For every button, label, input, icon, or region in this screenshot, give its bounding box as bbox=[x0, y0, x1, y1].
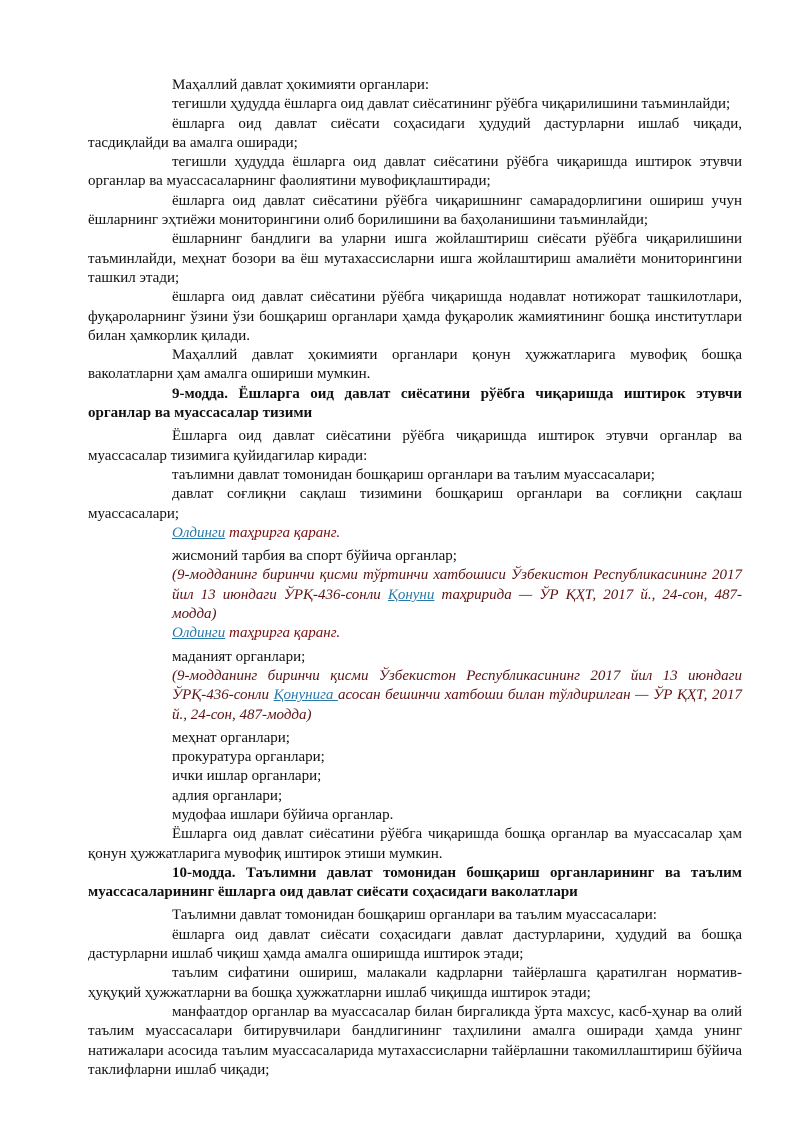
paragraph: ёшларга оид давлат сиёсати соҳасидаги давлат дастурларини, ҳудудий ва бошқа дастурларни ишлаб чиқиш ҳамда амалга оширишда иштирок этади; bbox=[88, 926, 742, 963]
amendment-note bbox=[88, 667, 742, 725]
paragraph: Ёшларга оид давлат сиёсатини рўёбга чиқаришда бошқа органлар ва муассасалар ҳам қонун ҳужжатларига мувофиқ иштирок этиши мумкин. bbox=[88, 826, 742, 862]
list-item: давлат соғлиқни сақлаш тизимини бошқариш органлари ва соғлиқни сақлаш муассасалари; bbox=[88, 486, 742, 522]
list-item: адлия органлари; bbox=[172, 787, 283, 804]
paragraph: Маҳаллий давлат ҳокимияти органлари: bbox=[172, 77, 430, 93]
list-item: маданият органлари; bbox=[172, 648, 306, 665]
paragraph: ёшларга оид давлат сиёсатини рўёбга чиқаришнинг самарадорлигини ошириш учун ёшларнинг эҳтиёжи мониторингини олиб борилишини ва баҳоланишини таъминлайди; bbox=[88, 192, 742, 229]
previous-edition-link[interactable]: Олдинги bbox=[172, 625, 226, 642]
amendment-text: (9-модданинг биринчи қисми тўртинчи хатбошиси Ўзбекистон Республикасининг 2017 йил 13 июндаги ЎРҚ-436-сонли bbox=[172, 567, 742, 603]
paragraph: Ёшларга оид давлат сиёсатини рўёбга чиқаришда иштирок этувчи органлар ва муассасалар тизимига қуйидагилар киради: bbox=[88, 428, 742, 464]
paragraph: Маҳаллий давлат ҳокимияти органлари қонун ҳужжатларига мувофиқ бошқа ваколатларни ҳам амалга ошириши мумкин. bbox=[88, 347, 742, 383]
list-item: прокуратура органлари; bbox=[172, 749, 325, 766]
paragraph: ёшларга оид давлат сиёсатини рўёбга чиқаришда нодавлат нотижорат ташкилотлари, фуқароларнинг ўзини ўзи бошқариш органлари ҳамда фуқаролик жамиятининг бошқа институтлари билан ҳамкорлик қилади. bbox=[88, 289, 742, 344]
list-item: меҳнат органлари; bbox=[172, 729, 290, 746]
amendment-text: (9-модданинг биринчи қисми Ўзбекистон Республикасининг 2017 йил 13 июндаги ЎРҚ-436-сонли bbox=[172, 667, 742, 704]
article-9-heading: 9-модда. Ёшларга оид давлат сиёсатини рўёбга чиқаришда иштирок этувчи органлар ва муассасалар тизими bbox=[88, 385, 742, 422]
previous-edition-link[interactable]: Олдинги bbox=[172, 524, 226, 541]
list-item: таълимни давлат томонидан бошқариш органлари ва таълим муассасалари; bbox=[172, 466, 655, 483]
amendment-note bbox=[88, 566, 742, 624]
list-item: мудофаа ишлари бўйича органлар. bbox=[172, 806, 394, 823]
article-10-heading: 10-модда. Таълимни давлат томонидан бошқариш органларининг ва таълим муассасаларининг ёшларга оид давлат сиёсати соҳасидаги ваколатлари bbox=[88, 864, 742, 901]
previous-edition-note bbox=[88, 524, 742, 543]
paragraph: манфаатдор органлар ва муассасалар билан биргаликда ўрта махсус, касб-ҳунар ва олий таълим муассасалари битирувчилари бандлигининг таҳлилини амалга оширади ҳамда унинг натижалари асосида таълим муассасаларида мутахассисларни тайёрлашни такомиллаштириш бўйича таклифларни ишлаб чиқади; bbox=[88, 1003, 742, 1078]
list-item: ички ишлар органлари; bbox=[172, 768, 322, 785]
law-link[interactable]: Қонунига bbox=[273, 687, 339, 704]
previous-edition-text: таҳрирга қаранг. bbox=[225, 524, 341, 541]
previous-edition-text: таҳрирга қаранг. bbox=[225, 625, 341, 642]
paragraph: ёшларга оид давлат сиёсати соҳасидаги ҳудудий дастурларни ишлаб чиқади, тасдиқлайди ва амалга оширади; bbox=[88, 115, 742, 151]
amendment-text: таҳририда — ЎР ҚҲТ, 2017 й., 24-сон, 487-модда) bbox=[172, 586, 742, 623]
paragraph: таълим сифатини ошириш, малакали кадрларни тайёрлашга қаратилган норматив-ҳуқуқий ҳужжатларни ва бошқа ҳужжатларни ишлаб чиқишда иштирок этади; bbox=[88, 965, 742, 1001]
amendment-text: асосан бешинчи хатбоши билан тўлдирилган — ЎР ҚҲТ, 2017 й., 24-сон, 487-модда) bbox=[172, 687, 742, 723]
paragraph: тегишли ҳудудда ёшларга оид давлат сиёсатини рўёбга чиқаришда иштирок этувчи органлар ва муассасаларнинг фаолиятини мувофиқлаштиради; bbox=[88, 154, 742, 190]
paragraph: Таълимни давлат томонидан бошқариш органлари ва таълим муассасалари: bbox=[172, 907, 657, 924]
paragraph: ёшларнинг бандлиги ва уларни ишга жойлаштириш сиёсати рўёбга чиқарилишини таъминлайди, меҳнат бозори ва ёш мутахассисларни ишга жойлаштириш амалиёти мониторингини ташкил этади; bbox=[88, 231, 742, 286]
law-link[interactable]: Қонуни bbox=[387, 586, 435, 603]
previous-edition-note bbox=[88, 624, 742, 643]
paragraph: тегишли ҳудудда ёшларга оид давлат сиёсатининг рўёбга чиқарилишини таъминлайди; bbox=[172, 96, 731, 113]
list-item: жисмоний тарбия ва спорт бўйича органлар; bbox=[172, 548, 457, 565]
